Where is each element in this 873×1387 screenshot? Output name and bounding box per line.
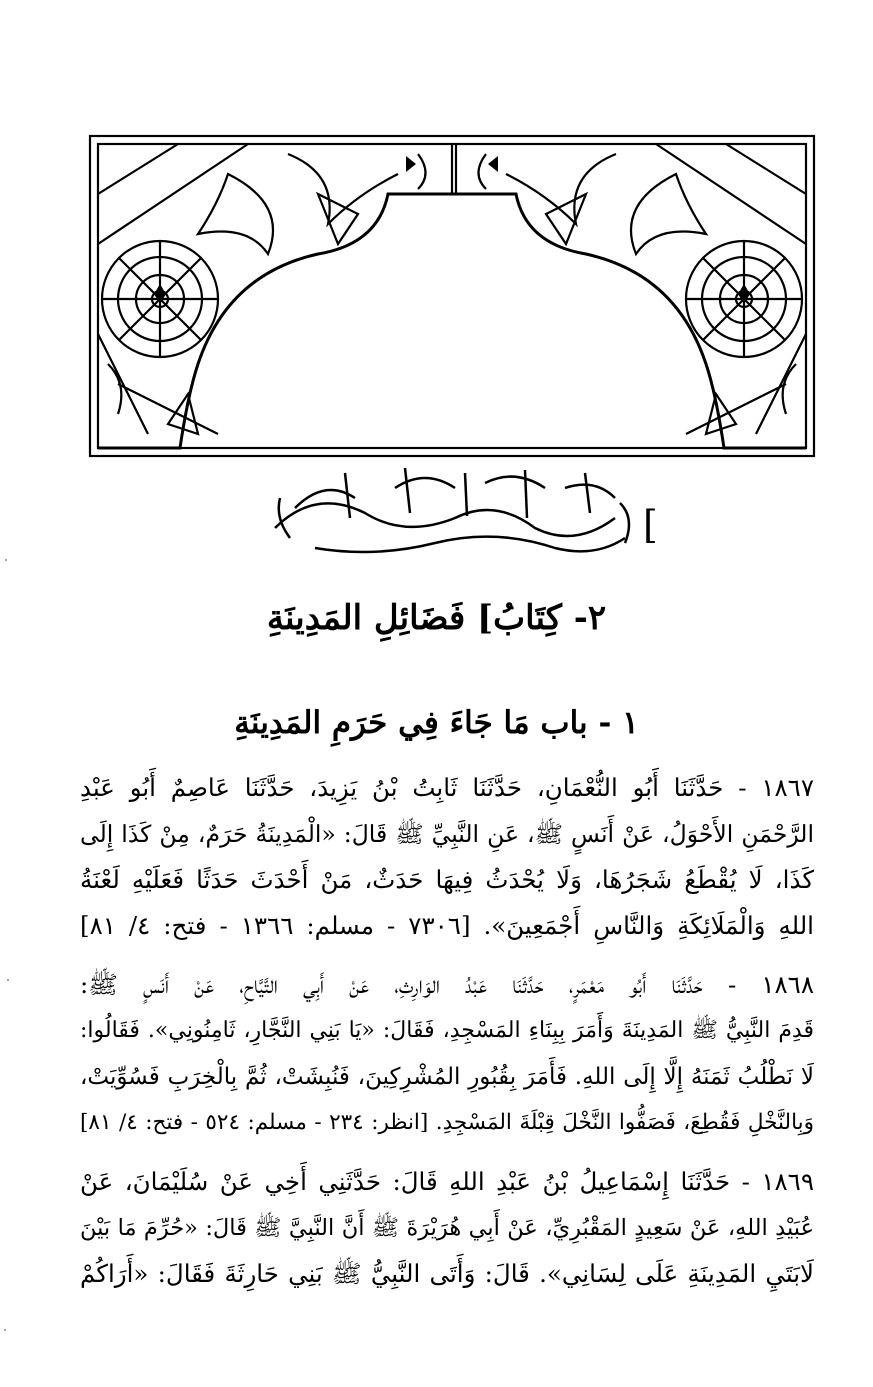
hadith-1868 xyxy=(80,962,814,1146)
page-edge-specks xyxy=(2,0,12,1387)
text-line: ١٨٦٧ - حَدَّثَنَا أَبُو النُّعْمَانِ، حَدَّثَنَا ثَابِتُ بْنُ يَزِيدَ، حَدَّثَنَا عَاصِمٌ أَبُو عَبْدِ xyxy=(80,773,814,802)
text-line: ١٨٦٩ - حَدَّثَنَا إِسْمَاعِيلُ بْنُ عَبْدِ اللهِ قَالَ: حَدَّثَنِي أَخِي عَنْ سُلَيْمَانَ، عَنْ xyxy=(80,1167,814,1196)
text-line: الرَّحْمَنِ الأَحْوَلُ، عَنْ أَنَسٍ ﷺ، عَنِ النَّبِيِّ ﷺ قَالَ: «الْمَدِينَةُ حَرَمٌ، مِنْ كَذَا إِلَى xyxy=(80,820,814,848)
hadith-1867 xyxy=(80,765,814,949)
text-line: وَبِالنَّخْلِ فَقُطِعَ، فَصَفُّوا النَّخْلَ قِبْلَةَ المَسْجِدِ. [انظر: ٢٣٤ - مسلم: ٥٢٤ - فتح: ٤/ ٨١] xyxy=(80,1110,815,1135)
ornamental-arch-frame xyxy=(88,134,816,458)
basmala-calligraphy xyxy=(255,458,658,570)
hadith-1869 xyxy=(80,1159,814,1297)
text-line: لَا نَطْلُبُ ثَمَنَهُ إِلَّا إِلَى اللهِ. فَأَمَرَ بِقُبُورِ المُشْرِكِينَ، فَنُبِشَتْ، ثُمَّ بِالْخِرَبِ فَسُوِّيَتْ، xyxy=(80,1064,814,1090)
chapter-title: ١ - باب مَا جَاءَ فِي حَرَمِ المَدِينَةِ xyxy=(234,705,639,741)
text-line: قَدِمَ النَّبِيُّ ﷺ المَدِينَةَ وَأَمَرَ بِبِنَاءِ المَسْجِدِ، فَقَالَ: «يَا بَنِي النَّجَّارِ، ثَامِنُونِي». فَقَالُوا: xyxy=(80,1018,814,1043)
text-line: اللهِ وَالْمَلَائِكَةِ وَالنَّاسِ أَجْمَعِينَ». [٧٣٠٦ - مسلم: ١٣٦٦ - فتح: ٤/ ٨١] xyxy=(80,911,814,940)
svg-text:[: [ xyxy=(643,503,658,547)
text-line: ١٨٦٨ - حَدَّثَنَا أَبُو مَعْمَرٍ، حَدَّثَنَا عَبْدُ الوَارِثِ، عَنْ أَبِي التَّيَّاحِ، عَنْ أَنَسٍ ﷺ: xyxy=(80,970,814,999)
book-title: ٢- كِتَابُ] فَضَائِلِ المَدِينَةِ xyxy=(266,598,607,638)
text-line: كَذَا، لَا يُقْطَعُ شَجَرُهَا، وَلَا يُحْدَثُ فِيهَا حَدَثٌ، مَنْ أَحْدَثَ حَدَثًا فَعَلَيْهِ لَعْنَةُ xyxy=(80,865,814,894)
text-line: لَابَتَيِ المَدِينَةِ عَلَى لِسَانِي». قَالَ: وَأَتَى النَّبِيُّ ﷺ بَنِي حَارِثَةَ فَقَالَ: «أَرَاكُمْ xyxy=(80,1259,814,1288)
text-line: عُبَيْدِ اللهِ، عَنْ سَعِيدٍ المَقْبُرِيِّ، عَنْ أَبِي هُرَيْرَةَ ﷺ أَنَّ النَّبِيَّ ﷺ قَالَ: «حُرِّمَ مَا بَيْنَ xyxy=(80,1215,814,1241)
